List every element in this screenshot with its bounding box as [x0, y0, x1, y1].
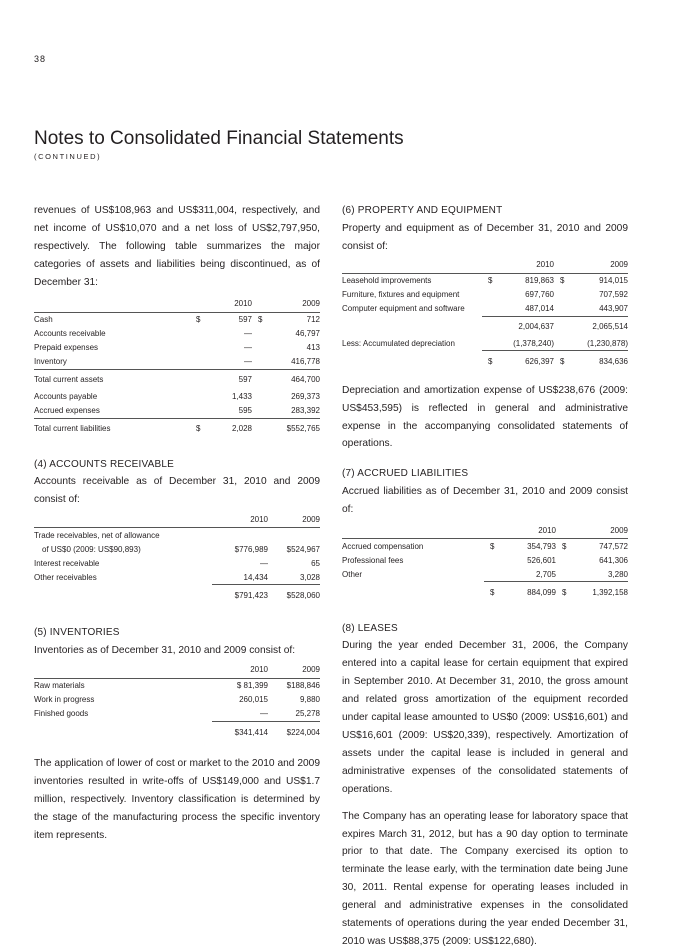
left-column: [34, 202, 320, 845]
leases-paragraph-1: During the year ended December 31, 2006, the Company entered into a capital lease for certain equipment that expired in September 2010. At December 31, 2010, the gross amount and related gross amortization of the equipment recorded under capital lease amounted to US$0 (2009: US$16,601) and US$16,601 (2009: US$20,339), respectively. Amortization of assets under the capital lease is included in general and administrative expenses of the consolidated statements of operations.: [342, 640, 628, 795]
value-2010: 260,015: [239, 695, 268, 705]
value-2009: 25,278: [295, 709, 320, 719]
property-equipment-table: [342, 257, 628, 373]
row-label: Total current liabilities: [34, 418, 190, 439]
value-2009: 712: [268, 312, 320, 327]
value-2010: 14,434: [243, 572, 268, 582]
accounts-receivable-table: [34, 511, 320, 605]
value-2010: 626,397: [498, 351, 554, 373]
value-2009: $224,004: [268, 721, 320, 743]
row-label: Leasehold improvements: [342, 273, 482, 288]
right-column: [342, 202, 628, 951]
table-row: [34, 404, 320, 419]
table-row: [34, 369, 320, 390]
row-label: Work in progress: [34, 695, 95, 705]
discontinued-table: [34, 296, 320, 439]
value-2009: 914,015: [570, 273, 628, 288]
value-2010: 2,028: [206, 418, 252, 439]
value-2009: $524,967: [286, 544, 320, 554]
table-total-row: [342, 351, 628, 373]
accrued-liabilities-table: [342, 522, 628, 604]
section-heading-accrued-liabilities: (7) ACCRUED LIABILITIES: [342, 468, 469, 480]
accrued-liabilities-intro: Accrued liabilities as of December 31, 2010 and 2009 consist of:: [342, 486, 628, 516]
value-2010: —: [244, 343, 252, 353]
value-2009: 283,392: [291, 406, 320, 416]
value-2010: 354,793: [500, 539, 556, 554]
table-row: [34, 327, 320, 341]
value-2010: 597: [206, 312, 252, 327]
value-2010: —: [244, 329, 252, 339]
value-2009: 9,880: [299, 695, 320, 705]
table-row: [34, 528, 320, 543]
table-row: [34, 693, 320, 707]
value-2009: 413: [306, 343, 320, 353]
row-label: Less: Accumulated depreciation: [342, 338, 455, 348]
row-label: Inventory: [34, 357, 67, 367]
section-heading-property-equipment: (6) PROPERTY AND EQUIPMENT: [342, 205, 503, 216]
table-row: [34, 570, 320, 585]
col-year-2010: 2010: [538, 525, 556, 535]
page-title: Notes to Consolidated Financial Statements: [34, 128, 404, 149]
inventories-intro: Inventories as of December 31, 2010 and 2009 consist of:: [34, 644, 296, 656]
value-2010: 597: [206, 369, 252, 390]
row-label: Accrued compensation: [342, 539, 484, 554]
value-2010: —: [260, 709, 268, 719]
table-total-row: [342, 582, 628, 604]
col-year-2009: 2009: [302, 514, 320, 524]
row-label: Trade receivables, net of allowance: [34, 528, 212, 543]
value-2010: —: [244, 357, 252, 367]
table-row: [34, 707, 320, 722]
table-row: [342, 539, 628, 554]
col-year-2009: 2009: [610, 260, 628, 270]
table-row: [342, 273, 628, 288]
value-2010: 884,099: [500, 582, 556, 604]
row-label: Total current assets: [34, 369, 190, 390]
table-row: [34, 556, 320, 570]
table-row: [34, 390, 320, 404]
value-2010: 1,433: [231, 392, 252, 402]
page-subtitle: (CONTINUED): [34, 152, 102, 161]
discontinued-intro: revenues of US$108,963 and US$311,004, respectively, and net income of US$10,070 and a net loss of US$2,797,950, respectively. The following table summarizes the major categories of assets and liabilities being discontinued, as of December 31:: [34, 205, 320, 288]
row-label: Finished goods: [34, 709, 89, 719]
value-2009: 46,797: [295, 329, 320, 339]
value-2009: 464,700: [268, 369, 320, 390]
currency-symbol: $: [484, 539, 500, 554]
row-label: of US$0 (2009: US$90,893): [42, 544, 141, 554]
value-2010: 595: [238, 406, 252, 416]
col-year-2009: 2009: [610, 525, 628, 535]
value-2009: 707,592: [599, 290, 628, 300]
row-label: Cash: [34, 312, 190, 327]
inventories-note: The application of lower of cost or market to the 2010 and 2009 inventories resulted in write-offs of US$149,000 and US$1.7 million, respectively. Inventory classification is determined by the stage of the manufacturing process the specific inventory item represents.: [34, 758, 320, 841]
value-2009: 1,392,158: [572, 582, 628, 604]
table-total-row: [34, 418, 320, 439]
inventories-table: [34, 662, 320, 744]
row-label: Prepaid expenses: [34, 343, 99, 353]
row-label: Computer equipment and software: [342, 304, 465, 314]
currency-symbol: $: [556, 582, 572, 604]
value-2009: 269,373: [291, 392, 320, 402]
currency-symbol: $: [484, 582, 500, 604]
accounts-receivable-intro: Accounts receivable as of December 31, 2010 and 2009 consist of:: [34, 476, 320, 506]
table-row: [34, 312, 320, 327]
row-label: Other: [342, 569, 363, 579]
value-2010: $776,989: [234, 544, 268, 554]
currency-symbol: $: [554, 351, 570, 373]
value-2010: 2,004,637: [498, 316, 554, 336]
section-heading-leases: (8) LEASES: [342, 622, 398, 634]
currency-symbol: $: [190, 312, 206, 327]
currency-symbol: $: [190, 418, 206, 439]
row-label: Accounts receivable: [34, 329, 106, 339]
row-label: Interest receivable: [34, 558, 100, 568]
table-row: [34, 341, 320, 355]
value-2009: 834,636: [570, 351, 628, 373]
property-equipment-intro: Property and equipment as of December 31, 2010 and 2009 consist of:: [342, 222, 628, 252]
value-2009: $528,060: [268, 585, 320, 605]
value-2010: $791,423: [212, 585, 268, 605]
value-2009: 65: [311, 558, 320, 568]
value-2010: 819,863: [498, 273, 554, 288]
col-year-2010: 2010: [536, 260, 554, 270]
row-label: Other receivables: [34, 573, 97, 582]
value-2010: —: [260, 558, 268, 568]
value-2010: $341,414: [212, 721, 268, 743]
value-2010: $ 81,399: [212, 678, 268, 693]
value-2009: 416,778: [291, 357, 320, 367]
row-label: Raw materials: [34, 678, 212, 693]
value-2010: 697,760: [525, 290, 554, 300]
row-label: Furniture, fixtures and equipment: [342, 290, 460, 300]
currency-symbol: $: [252, 312, 268, 327]
row-label: Professional fees: [342, 555, 404, 565]
value-2009: 3,028: [299, 572, 320, 582]
value-2009: $188,846: [268, 678, 320, 693]
col-year-2009: 2009: [302, 665, 320, 675]
table-row: [342, 336, 628, 351]
table-row: [34, 678, 320, 693]
table-total-row: [34, 721, 320, 743]
col-year-2010: 2010: [250, 514, 268, 524]
col-year-2010: 2010: [250, 665, 268, 675]
currency-symbol: $: [556, 539, 572, 554]
currency-symbol: $: [554, 273, 570, 288]
table-subtotal-row: [342, 316, 628, 336]
value-2010: (1,378,240): [513, 338, 554, 348]
value-2009: 641,306: [599, 555, 628, 565]
value-2009: 747,572: [572, 539, 628, 554]
value-2009: 2,065,514: [570, 316, 628, 336]
value-2009: $552,765: [268, 418, 320, 439]
page-number: 38: [34, 54, 47, 64]
value-2009: 3,280: [607, 569, 628, 579]
section-heading-accounts-receivable: (4) ACCOUNTS RECEIVABLE: [34, 458, 175, 470]
col-year-2009: 2009: [302, 299, 320, 309]
row-label: Accrued expenses: [34, 406, 100, 416]
row-label: Accounts payable: [34, 392, 98, 402]
value-2009: 443,907: [599, 304, 628, 314]
table-row: [342, 302, 628, 317]
leases-paragraph-2: The Company has an operating lease for laboratory space that expires March 31, 2012, but has a 90 day option to terminate prior to that date. The Company exercised its option to terminate the lease early, with the termination date being June 30, 2011. Rental expense for operating leases included in general and administrative expenses in the consolidated statements of operations during the year ended December 31, 2010 was US$88,375 (2009: US$122,680).: [342, 810, 628, 947]
value-2010: 526,601: [527, 555, 556, 565]
currency-symbol: $: [482, 351, 498, 373]
table-row: [34, 355, 320, 370]
value-2010: 2,705: [535, 569, 556, 579]
currency-symbol: $: [482, 273, 498, 288]
value-2010: 487,014: [525, 304, 554, 314]
table-row: [34, 542, 320, 556]
table-row: [342, 553, 628, 567]
table-total-row: [34, 585, 320, 605]
section-heading-inventories: (5) INVENTORIES: [34, 626, 120, 638]
depreciation-note: Depreciation and amortization expense of US$238,676 (2009: US$453,595) is reflected in general and administrative expense in the accompanying consolidated statements of operations.: [342, 384, 628, 450]
col-year-2010: 2010: [234, 299, 252, 309]
value-2009: (1,230,878): [587, 338, 628, 348]
table-row: [342, 567, 628, 582]
table-row: [342, 288, 628, 302]
